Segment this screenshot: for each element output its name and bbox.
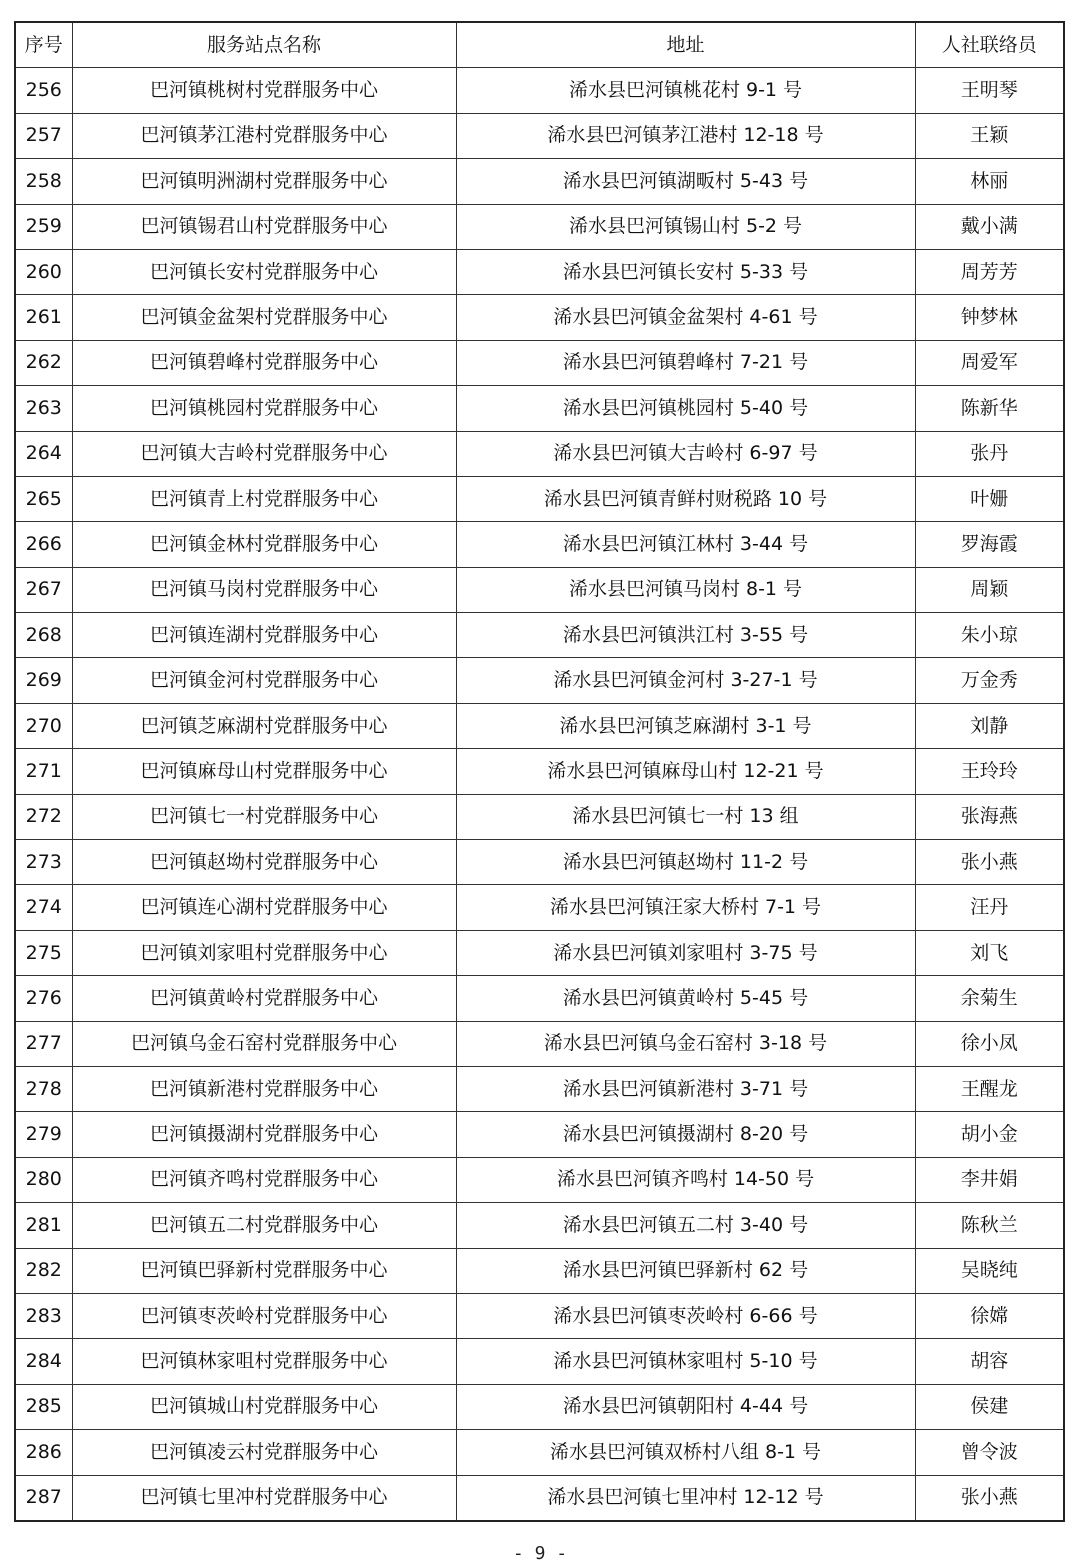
cell-no: 274 [15, 885, 72, 930]
cell-address: 浠水县巴河镇麻母山村 12-21 号 [456, 749, 915, 794]
cell-contact: 钟梦林 [915, 295, 1064, 340]
cell-address: 浠水县巴河镇锡山村 5-2 号 [456, 204, 915, 249]
cell-address: 浠水县巴河镇金盆架村 4-61 号 [456, 295, 915, 340]
cell-no: 264 [15, 431, 72, 476]
cell-no: 268 [15, 613, 72, 658]
cell-address: 浠水县巴河镇刘家咀村 3-75 号 [456, 930, 915, 975]
cell-no: 287 [15, 1475, 72, 1521]
service-station-table [14, 21, 1065, 1522]
cell-address: 浠水县巴河镇马岗村 8-1 号 [456, 567, 915, 612]
cell-no: 262 [15, 340, 72, 385]
cell-contact: 王明琴 [915, 68, 1064, 113]
cell-address: 浠水县巴河镇金河村 3-27-1 号 [456, 658, 915, 703]
cell-contact: 陈新华 [915, 386, 1064, 431]
cell-no: 271 [15, 749, 72, 794]
cell-station-name: 巴河镇金盆架村党群服务中心 [72, 295, 456, 340]
cell-address: 浠水县巴河镇大吉岭村 6-97 号 [456, 431, 915, 476]
cell-contact: 戴小满 [915, 204, 1064, 249]
cell-no: 279 [15, 1112, 72, 1157]
cell-contact: 叶姗 [915, 476, 1064, 521]
table-row [15, 1384, 1064, 1429]
cell-station-name: 巴河镇明洲湖村党群服务中心 [72, 159, 456, 204]
table-row [15, 204, 1064, 249]
cell-address: 浠水县巴河镇茅江港村 12-18 号 [456, 113, 915, 158]
page-number: - 9 - [512, 1543, 568, 1564]
table-row [15, 159, 1064, 204]
header-station-name: 服务站点名称 [72, 22, 456, 68]
table-row [15, 1157, 1064, 1202]
table-row [15, 840, 1064, 885]
table-row [15, 1475, 1064, 1521]
cell-contact: 王醒龙 [915, 1066, 1064, 1111]
cell-station-name: 巴河镇金林村党群服务中心 [72, 522, 456, 567]
cell-address: 浠水县巴河镇黄岭村 5-45 号 [456, 976, 915, 1021]
header-address: 地址 [456, 22, 915, 68]
cell-station-name: 巴河镇赵坳村党群服务中心 [72, 840, 456, 885]
cell-no: 258 [15, 159, 72, 204]
cell-no: 278 [15, 1066, 72, 1111]
cell-address: 浠水县巴河镇碧峰村 7-21 号 [456, 340, 915, 385]
table-row [15, 1021, 1064, 1066]
table-row [15, 1430, 1064, 1475]
cell-no: 263 [15, 386, 72, 431]
cell-address: 浠水县巴河镇青鲜村财税路 10 号 [456, 476, 915, 521]
cell-address: 浠水县巴河镇桃园村 5-40 号 [456, 386, 915, 431]
table-row [15, 1203, 1064, 1248]
cell-contact: 张丹 [915, 431, 1064, 476]
cell-no: 281 [15, 1203, 72, 1248]
table-row [15, 567, 1064, 612]
cell-station-name: 巴河镇五二村党群服务中心 [72, 1203, 456, 1248]
cell-no: 260 [15, 249, 72, 294]
cell-contact: 王玲玲 [915, 749, 1064, 794]
cell-address: 浠水县巴河镇桃花村 9-1 号 [456, 68, 915, 113]
cell-station-name: 巴河镇锡君山村党群服务中心 [72, 204, 456, 249]
cell-no: 277 [15, 1021, 72, 1066]
cell-contact: 张小燕 [915, 1475, 1064, 1521]
cell-contact: 李井娟 [915, 1157, 1064, 1202]
cell-station-name: 巴河镇摄湖村党群服务中心 [72, 1112, 456, 1157]
cell-contact: 张海燕 [915, 794, 1064, 839]
cell-contact: 汪丹 [915, 885, 1064, 930]
table-row [15, 658, 1064, 703]
cell-address: 浠水县巴河镇摄湖村 8-20 号 [456, 1112, 915, 1157]
table-row [15, 249, 1064, 294]
cell-address: 浠水县巴河镇长安村 5-33 号 [456, 249, 915, 294]
cell-address: 浠水县巴河镇乌金石窑村 3-18 号 [456, 1021, 915, 1066]
cell-station-name: 巴河镇连心湖村党群服务中心 [72, 885, 456, 930]
cell-station-name: 巴河镇凌云村党群服务中心 [72, 1430, 456, 1475]
cell-contact: 周颖 [915, 567, 1064, 612]
cell-contact: 林丽 [915, 159, 1064, 204]
cell-station-name: 巴河镇刘家咀村党群服务中心 [72, 930, 456, 975]
cell-no: 269 [15, 658, 72, 703]
cell-address: 浠水县巴河镇江林村 3-44 号 [456, 522, 915, 567]
cell-contact: 曾令波 [915, 1430, 1064, 1475]
table-row [15, 1248, 1064, 1293]
table-row [15, 1066, 1064, 1111]
table-row [15, 431, 1064, 476]
cell-address: 浠水县巴河镇巴驿新村 62 号 [456, 1248, 915, 1293]
table-row [15, 885, 1064, 930]
cell-station-name: 巴河镇林家咀村党群服务中心 [72, 1339, 456, 1384]
table-row [15, 1339, 1064, 1384]
cell-station-name: 巴河镇桃树村党群服务中心 [72, 68, 456, 113]
cell-no: 275 [15, 930, 72, 975]
cell-station-name: 巴河镇大吉岭村党群服务中心 [72, 431, 456, 476]
cell-address: 浠水县巴河镇枣茨岭村 6-66 号 [456, 1293, 915, 1338]
cell-station-name: 巴河镇桃园村党群服务中心 [72, 386, 456, 431]
cell-address: 浠水县巴河镇林家咀村 5-10 号 [456, 1339, 915, 1384]
table-row [15, 794, 1064, 839]
cell-address: 浠水县巴河镇朝阳村 4-44 号 [456, 1384, 915, 1429]
cell-no: 282 [15, 1248, 72, 1293]
cell-no: 257 [15, 113, 72, 158]
table-row [15, 340, 1064, 385]
table-row [15, 930, 1064, 975]
cell-address: 浠水县巴河镇芝麻湖村 3-1 号 [456, 703, 915, 748]
cell-address: 浠水县巴河镇汪家大桥村 7-1 号 [456, 885, 915, 930]
cell-no: 259 [15, 204, 72, 249]
table-body [15, 68, 1064, 1521]
cell-contact: 罗海霞 [915, 522, 1064, 567]
cell-contact: 周芳芳 [915, 249, 1064, 294]
cell-no: 270 [15, 703, 72, 748]
table-row [15, 295, 1064, 340]
table-row [15, 113, 1064, 158]
cell-contact: 胡容 [915, 1339, 1064, 1384]
cell-no: 286 [15, 1430, 72, 1475]
cell-station-name: 巴河镇新港村党群服务中心 [72, 1066, 456, 1111]
cell-address: 浠水县巴河镇齐鸣村 14-50 号 [456, 1157, 915, 1202]
cell-no: 266 [15, 522, 72, 567]
cell-no: 267 [15, 567, 72, 612]
table-row [15, 522, 1064, 567]
header-row [15, 22, 1064, 68]
cell-address: 浠水县巴河镇七里冲村 12-12 号 [456, 1475, 915, 1521]
cell-contact: 万金秀 [915, 658, 1064, 703]
cell-no: 265 [15, 476, 72, 521]
table-row [15, 476, 1064, 521]
table-row [15, 386, 1064, 431]
cell-station-name: 巴河镇长安村党群服务中心 [72, 249, 456, 294]
table-row [15, 68, 1064, 113]
cell-contact: 朱小琼 [915, 613, 1064, 658]
cell-contact: 刘飞 [915, 930, 1064, 975]
cell-station-name: 巴河镇青上村党群服务中心 [72, 476, 456, 521]
table-row [15, 749, 1064, 794]
cell-station-name: 巴河镇城山村党群服务中心 [72, 1384, 456, 1429]
cell-contact: 陈秋兰 [915, 1203, 1064, 1248]
cell-station-name: 巴河镇连湖村党群服务中心 [72, 613, 456, 658]
cell-no: 261 [15, 295, 72, 340]
cell-no: 272 [15, 794, 72, 839]
cell-no: 285 [15, 1384, 72, 1429]
cell-address: 浠水县巴河镇新港村 3-71 号 [456, 1066, 915, 1111]
cell-station-name: 巴河镇齐鸣村党群服务中心 [72, 1157, 456, 1202]
header-no: 序号 [15, 22, 72, 68]
cell-contact: 侯建 [915, 1384, 1064, 1429]
cell-no: 273 [15, 840, 72, 885]
cell-address: 浠水县巴河镇赵坳村 11-2 号 [456, 840, 915, 885]
cell-station-name: 巴河镇巴驿新村党群服务中心 [72, 1248, 456, 1293]
cell-station-name: 巴河镇七一村党群服务中心 [72, 794, 456, 839]
table-row [15, 1112, 1064, 1157]
cell-station-name: 巴河镇黄岭村党群服务中心 [72, 976, 456, 1021]
cell-contact: 周爱军 [915, 340, 1064, 385]
cell-contact: 刘静 [915, 703, 1064, 748]
table-row [15, 1293, 1064, 1338]
cell-station-name: 巴河镇金河村党群服务中心 [72, 658, 456, 703]
cell-station-name: 巴河镇马岗村党群服务中心 [72, 567, 456, 612]
cell-station-name: 巴河镇碧峰村党群服务中心 [72, 340, 456, 385]
cell-station-name: 巴河镇乌金石窑村党群服务中心 [72, 1021, 456, 1066]
cell-contact: 吴晓纯 [915, 1248, 1064, 1293]
cell-station-name: 巴河镇芝麻湖村党群服务中心 [72, 703, 456, 748]
cell-station-name: 巴河镇麻母山村党群服务中心 [72, 749, 456, 794]
cell-station-name: 巴河镇七里冲村党群服务中心 [72, 1475, 456, 1521]
cell-no: 256 [15, 68, 72, 113]
table-row [15, 976, 1064, 1021]
cell-no: 276 [15, 976, 72, 1021]
table-header [15, 22, 1064, 68]
cell-no: 280 [15, 1157, 72, 1202]
cell-no: 284 [15, 1339, 72, 1384]
cell-contact: 张小燕 [915, 840, 1064, 885]
cell-station-name: 巴河镇茅江港村党群服务中心 [72, 113, 456, 158]
header-contact: 人社联络员 [915, 22, 1064, 68]
cell-contact: 王颖 [915, 113, 1064, 158]
cell-contact: 胡小金 [915, 1112, 1064, 1157]
table-row [15, 703, 1064, 748]
cell-contact: 徐嫦 [915, 1293, 1064, 1338]
cell-no: 283 [15, 1293, 72, 1338]
cell-station-name: 巴河镇枣茨岭村党群服务中心 [72, 1293, 456, 1338]
cell-address: 浠水县巴河镇湖畈村 5-43 号 [456, 159, 915, 204]
cell-contact: 徐小凤 [915, 1021, 1064, 1066]
cell-contact: 余菊生 [915, 976, 1064, 1021]
cell-address: 浠水县巴河镇洪江村 3-55 号 [456, 613, 915, 658]
cell-address: 浠水县巴河镇七一村 13 组 [456, 794, 915, 839]
table-row [15, 613, 1064, 658]
cell-address: 浠水县巴河镇双桥村八组 8-1 号 [456, 1430, 915, 1475]
cell-address: 浠水县巴河镇五二村 3-40 号 [456, 1203, 915, 1248]
